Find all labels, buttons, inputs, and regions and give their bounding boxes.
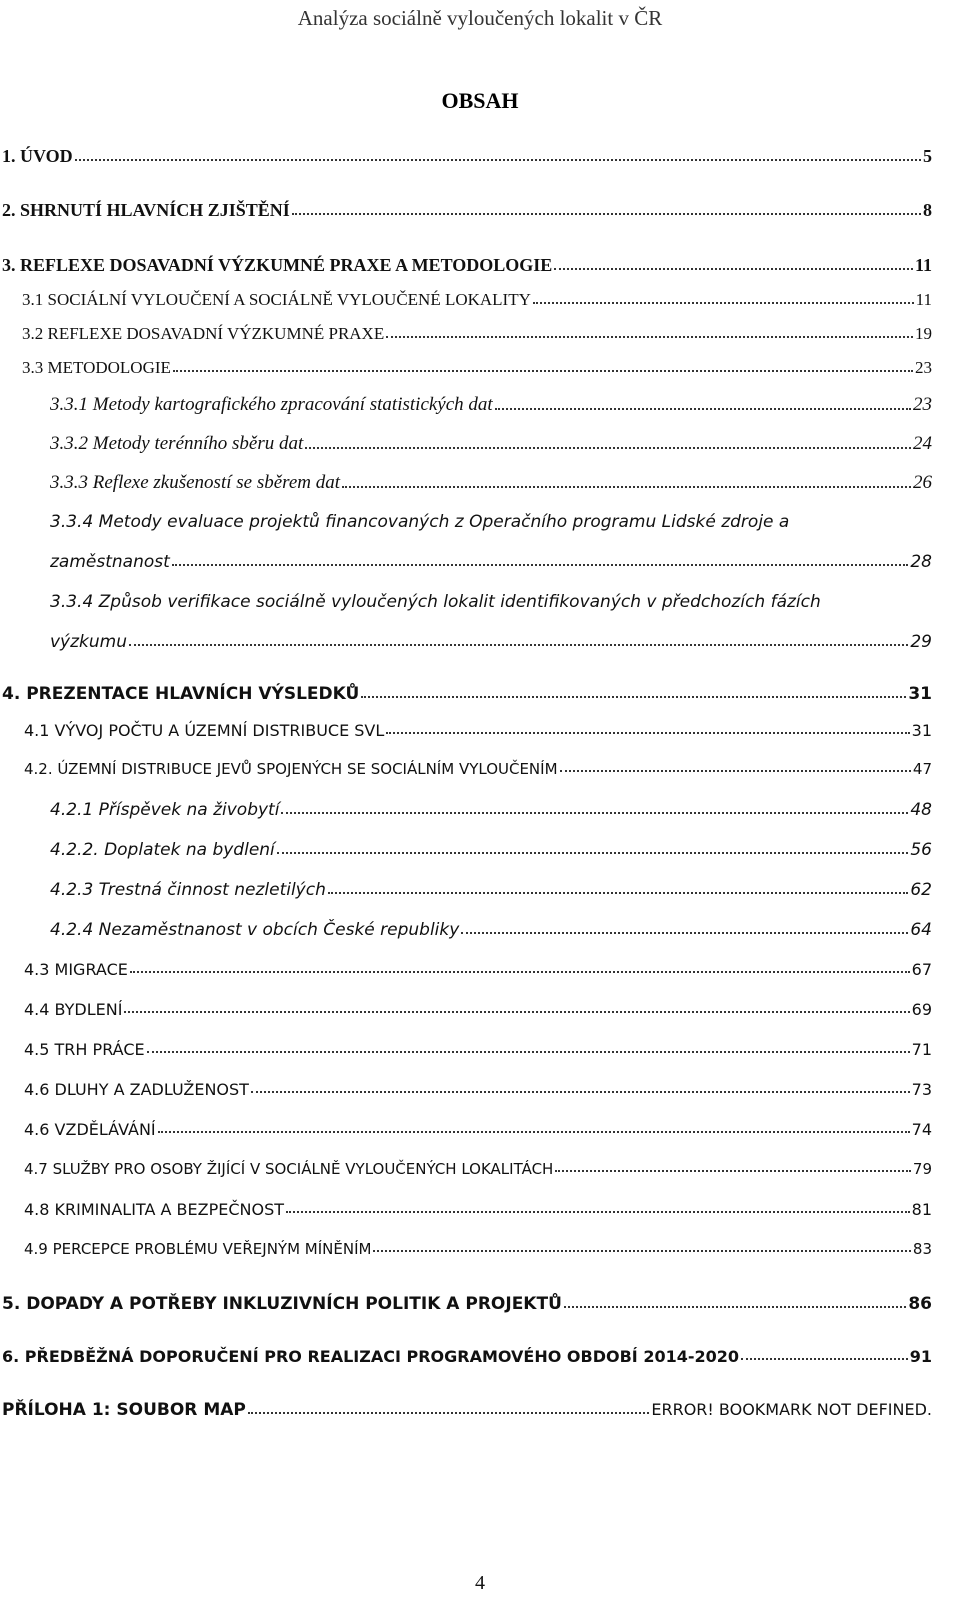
- toc-entry-priloha[interactable]: [2, 1400, 932, 1420]
- toc-entry-3-3-4b[interactable]: [50, 632, 932, 652]
- page-number: 4: [475, 1572, 485, 1594]
- toc-entry-3-3-3[interactable]: [50, 472, 932, 494]
- toc-entry-4-2-3[interactable]: [50, 880, 932, 900]
- leader-dots: [281, 812, 908, 814]
- toc-entry-3-3-1[interactable]: [50, 394, 932, 416]
- toc-entry-page: 23: [913, 394, 932, 415]
- toc-entry-page: 29: [910, 632, 932, 652]
- leader-dots: [342, 486, 911, 488]
- toc-entry-page: 5: [923, 146, 932, 166]
- toc-entry-label: 4.2.1 Příspěvek na živobytí: [50, 800, 280, 820]
- toc-entry-label: 4.2. ÚZEMNÍ DISTRIBUCE JEVŮ SPOJENÝCH SE SOCIÁLNÍM VYLOUČENÍM: [24, 760, 558, 778]
- leader-dots: [555, 1170, 911, 1172]
- toc-entry-label: 4.2.2. Doplatek na bydlení: [50, 840, 275, 860]
- leader-dots: [75, 159, 921, 161]
- toc-entry-label: 3.3 METODOLOGIE: [22, 358, 171, 377]
- toc-entry-label: 3.1 SOCIÁLNÍ VYLOUČENÍ A SOCIÁLNĚ VYLOUČENÉ LOKALITY: [22, 290, 531, 309]
- leader-dots: [173, 370, 913, 372]
- toc-entry-label: 4.2.4 Nezaměstnanost v obcích České republiky: [50, 920, 460, 940]
- toc-entry-page: 83: [912, 1240, 932, 1258]
- leader-dots: [328, 892, 908, 894]
- toc-entry-label: 3. REFLEXE DOSAVADNÍ VÝZKUMNÉ PRAXE A METODOLOGIE: [2, 255, 553, 275]
- toc-entry-3-3-4a[interactable]: [50, 552, 932, 572]
- toc-entry-page: 86: [908, 1294, 932, 1314]
- toc-entry-page: 91: [909, 1347, 932, 1366]
- toc-entry-label: 5. DOPADY A POTŘEBY INKLUZIVNÍCH POLITIK A PROJEKTŮ: [2, 1294, 562, 1314]
- toc-entry-label: 3.3.1 Metody kartografického zpracování statistických dat: [50, 394, 493, 415]
- toc-entry-4-2-2[interactable]: [50, 840, 932, 860]
- toc-entry-3-3-4b-line1[interactable]: 3.3.4 Způsob verifikace sociálně vyloučených lokalit identifikovaných v předchozích fázích: [50, 592, 821, 612]
- toc-entry-4-2-1[interactable]: [50, 800, 932, 820]
- leader-dots: [147, 1051, 910, 1053]
- leader-dots: [495, 408, 911, 410]
- toc-entry-4-1[interactable]: [24, 721, 932, 740]
- toc-entry-page: 23: [915, 358, 932, 377]
- toc-entry-3-3-4a-line1[interactable]: 3.3.4 Metody evaluace projektů financovaných z Operačního programu Lidské zdroje a: [50, 512, 790, 532]
- toc-entry-label: 3.3.3 Reflexe zkušeností se sběrem dat: [50, 472, 341, 493]
- toc-entry-doporuceni[interactable]: [2, 1347, 932, 1366]
- toc-entry-label: 4.7 SLUŽBY PRO OSOBY ŽIJÍCÍ V SOCIÁLNĚ VYLOUČENÝCH LOKALITÁCH: [24, 1160, 554, 1178]
- toc-entry-page: 31: [908, 684, 932, 704]
- leader-dots: [292, 213, 921, 215]
- toc-entry-page: 56: [910, 840, 932, 860]
- toc-entry-label: 1. ÚVOD: [2, 146, 73, 166]
- running-header: Analýza sociálně vyloučených lokalit v ČR: [297, 6, 663, 30]
- toc-entry-4-9[interactable]: [24, 1240, 932, 1258]
- toc-entry-page: 28: [910, 552, 932, 572]
- leader-dots: [386, 732, 909, 734]
- toc-entry-page: ERROR! BOOKMARK NOT DEFINED.: [651, 1400, 932, 1419]
- leader-dots: [361, 696, 906, 698]
- leader-dots: [172, 564, 909, 566]
- toc-entry-page: 71: [911, 1040, 932, 1059]
- toc-entry-label: 6. PŘEDBĚŽNÁ DOPORUČENÍ PRO REALIZACI PROGRAMOVÉHO OBDOBÍ 2014-2020: [2, 1347, 740, 1366]
- toc-entry-page: 26: [913, 472, 932, 493]
- toc-entry-label: PŘÍLOHA 1: SOUBOR MAP: [2, 1400, 246, 1420]
- toc-entry-page: 11: [914, 255, 932, 275]
- toc-entry-reflexe[interactable]: [2, 255, 932, 276]
- toc-entry-label: 2. SHRNUTÍ HLAVNÍCH ZJIŠTĚNÍ: [2, 200, 290, 220]
- leader-dots: [277, 852, 909, 854]
- toc-entry-page: 47: [912, 760, 932, 778]
- leader-dots: [564, 1306, 906, 1308]
- leader-dots: [158, 1131, 910, 1133]
- toc-entry-page: 11: [915, 290, 932, 309]
- leader-dots: [130, 971, 910, 973]
- leader-dots: [286, 1211, 910, 1213]
- toc-entry-label: 3.3.2 Metody terénního sběru dat: [50, 433, 304, 454]
- leader-dots: [129, 644, 908, 646]
- toc-entry-page: 48: [910, 800, 932, 820]
- leader-dots: [124, 1011, 909, 1013]
- toc-entry-page: 79: [912, 1160, 932, 1178]
- toc-entry-3-1[interactable]: [22, 290, 932, 310]
- leader-dots: [554, 268, 913, 270]
- leader-dots: [373, 1250, 910, 1252]
- toc-entry-4-6-vzdelavani[interactable]: [24, 1120, 932, 1139]
- toc-entry-label: 4.5 TRH PRÁCE: [24, 1040, 145, 1059]
- leader-dots: [533, 302, 914, 304]
- toc-entry-4-4[interactable]: [24, 1000, 932, 1019]
- toc-entry-3-2[interactable]: [22, 324, 932, 344]
- leader-dots: [251, 1091, 910, 1093]
- toc-entry-label: 4. PREZENTACE HLAVNÍCH VÝSLEDKŮ: [2, 684, 360, 704]
- leader-dots: [461, 932, 908, 934]
- toc-entry-label: 4.4 BYDLENÍ: [24, 1000, 123, 1019]
- toc-entry-page: 64: [910, 920, 932, 940]
- toc-entry-3-3-2[interactable]: [50, 433, 932, 455]
- toc-entry-dopady[interactable]: [2, 1294, 932, 1314]
- toc-entry-3-3[interactable]: [22, 358, 932, 378]
- toc-entry-page: 24: [913, 433, 932, 454]
- toc-entry-page: 81: [911, 1200, 932, 1219]
- toc-entry-4-5[interactable]: [24, 1040, 932, 1059]
- toc-entry-label: 4.9 PERCEPCE PROBLÉMU VEŘEJNÝM MÍNĚNÍM: [24, 1240, 372, 1258]
- toc-entry-label: 4.3 MIGRACE: [24, 960, 128, 979]
- toc-entry-label: 3.2 REFLEXE DOSAVADNÍ VÝZKUMNÉ PRAXE: [22, 324, 385, 343]
- toc-entry-label: 4.6 VZDĚLÁVÁNÍ: [24, 1120, 156, 1139]
- toc-entry-4-2[interactable]: [24, 760, 932, 778]
- toc-entry-page: 73: [911, 1080, 932, 1099]
- toc-entry-label: 4.8 KRIMINALITA A BEZPEČNOST: [24, 1200, 284, 1219]
- toc-entry-label: výzkumu: [50, 632, 127, 652]
- toc-entry-4-2-4[interactable]: [50, 920, 932, 940]
- toc-entry-4-3[interactable]: [24, 960, 932, 979]
- toc-entry-label: zaměstnanost: [50, 552, 170, 572]
- leader-dots: [560, 770, 911, 772]
- toc-entry-prezentace[interactable]: [2, 684, 932, 704]
- leader-dots: [741, 1358, 908, 1360]
- toc-entry-4-7[interactable]: [24, 1160, 932, 1178]
- leader-dots: [386, 336, 913, 338]
- toc-entry-page: 31: [911, 721, 932, 740]
- toc-entry-label: 4.1 VÝVOJ POČTU A ÚZEMNÍ DISTRIBUCE SVL: [24, 721, 385, 740]
- toc-entry-page: 8: [923, 200, 932, 220]
- toc-entry-page: 62: [910, 880, 932, 900]
- toc-entry-page: 74: [911, 1120, 932, 1139]
- leader-dots: [305, 447, 911, 449]
- toc-entry-label: 4.6 DLUHY A ZADLUŽENOST: [24, 1080, 249, 1099]
- toc-entry-shrnuti[interactable]: [2, 200, 932, 221]
- toc-entry-4-8[interactable]: [24, 1200, 932, 1219]
- toc-entry-page: 19: [915, 324, 932, 343]
- toc-entry-page: 69: [911, 1000, 932, 1019]
- toc-entry-page: 67: [911, 960, 932, 979]
- toc-entry-uvod[interactable]: [2, 146, 932, 167]
- toc-entry-label: 4.2.3 Trestná činnost nezletilých: [50, 880, 326, 900]
- leader-dots: [248, 1412, 650, 1414]
- toc-entry-4-6-dluhy[interactable]: [24, 1080, 932, 1099]
- toc-title: OBSAH: [441, 88, 519, 113]
